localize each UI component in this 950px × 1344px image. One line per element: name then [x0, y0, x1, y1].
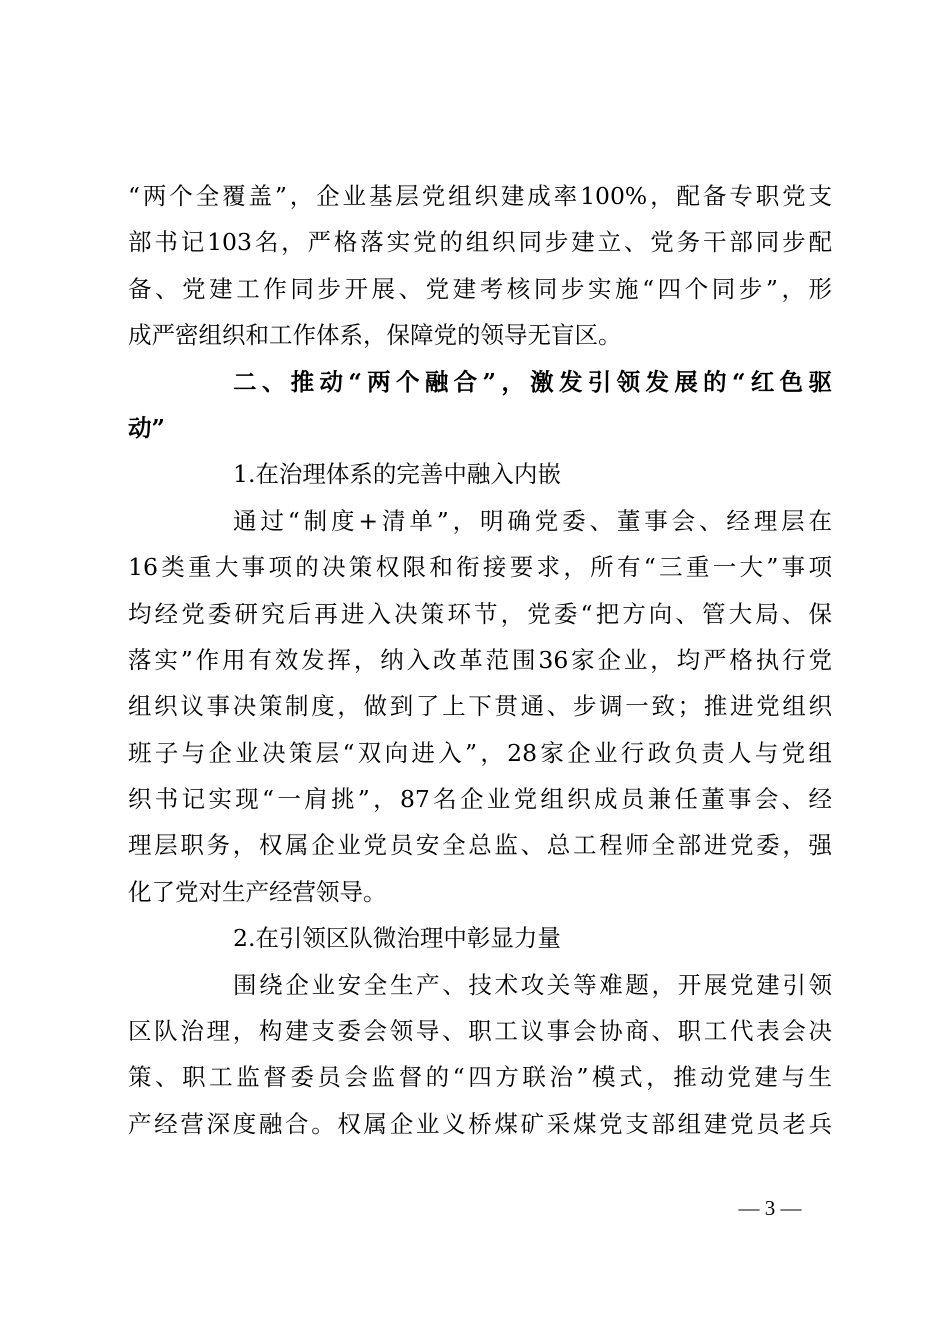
text-line: 班子与企业决策层“双向进入”，28家企业行政负责人与党组 [128, 738, 832, 767]
text-line: “两个全覆盖”，企业基层党组织建成率100%，配备专职党支 [128, 182, 832, 210]
text-line: 产经营深度融合。权属企业义桥煤矿采煤党支部组建党员老兵 [128, 1109, 832, 1138]
text-line: 16类重大事项的决策权限和衔接要求，所有“三重一大”事项 [128, 553, 832, 582]
subheading-2: 2.在引领区队微治理中彰显力量 [233, 924, 561, 953]
text-line: 落实”作用有效发挥，纳入改革范围36家企业，均严格执行党 [128, 645, 832, 674]
text-line: 均经党委研究后再进入决策环节，党委“把方向、管大局、保 [128, 599, 832, 628]
section-heading-continued: 动” [128, 413, 166, 442]
text-line: 成严密组织和工作体系，保障党的领导无盲区。 [128, 321, 622, 350]
section-heading: 二、推动“两个融合”，激发引领发展的“红色驱 [233, 367, 832, 396]
text-line: 组织议事决策制度，做到了上下贯通、步调一致；推进党组织 [128, 692, 832, 721]
text-line: 围绕企业安全生产、技术攻关等难题，开展党建引领 [233, 970, 832, 999]
text-line: 理层职务，权属企业党员安全总监、总工程师全部进党委，强 [128, 831, 832, 860]
text-line: 织书记实现“一肩挑”，87名企业党组织成员兼任董事会、经 [128, 785, 832, 814]
body-text [128, 173, 832, 1147]
text-line: 策、职工监督委员会监督的“四方联治”模式，推动党建与生 [128, 1063, 832, 1092]
text-line: 区队治理，构建支委会领导、职工议事会协商、职工代表会决 [128, 1017, 832, 1046]
text-line: 化了党对生产经营领导。 [128, 877, 387, 906]
text-line: 通过“制度+清单”，明确党委、董事会、经理层在 [233, 506, 832, 535]
text-line: 部书记103名，严格落实党的组织同步建立、党务干部同步配 [128, 228, 832, 257]
page-number: — 3 — [738, 1196, 802, 1220]
subheading-1: 1.在治理体系的完善中融入内嵌 [233, 460, 561, 489]
text-line: 备、党建工作同步开展、党建考核同步实施“四个同步”，形 [128, 274, 832, 303]
